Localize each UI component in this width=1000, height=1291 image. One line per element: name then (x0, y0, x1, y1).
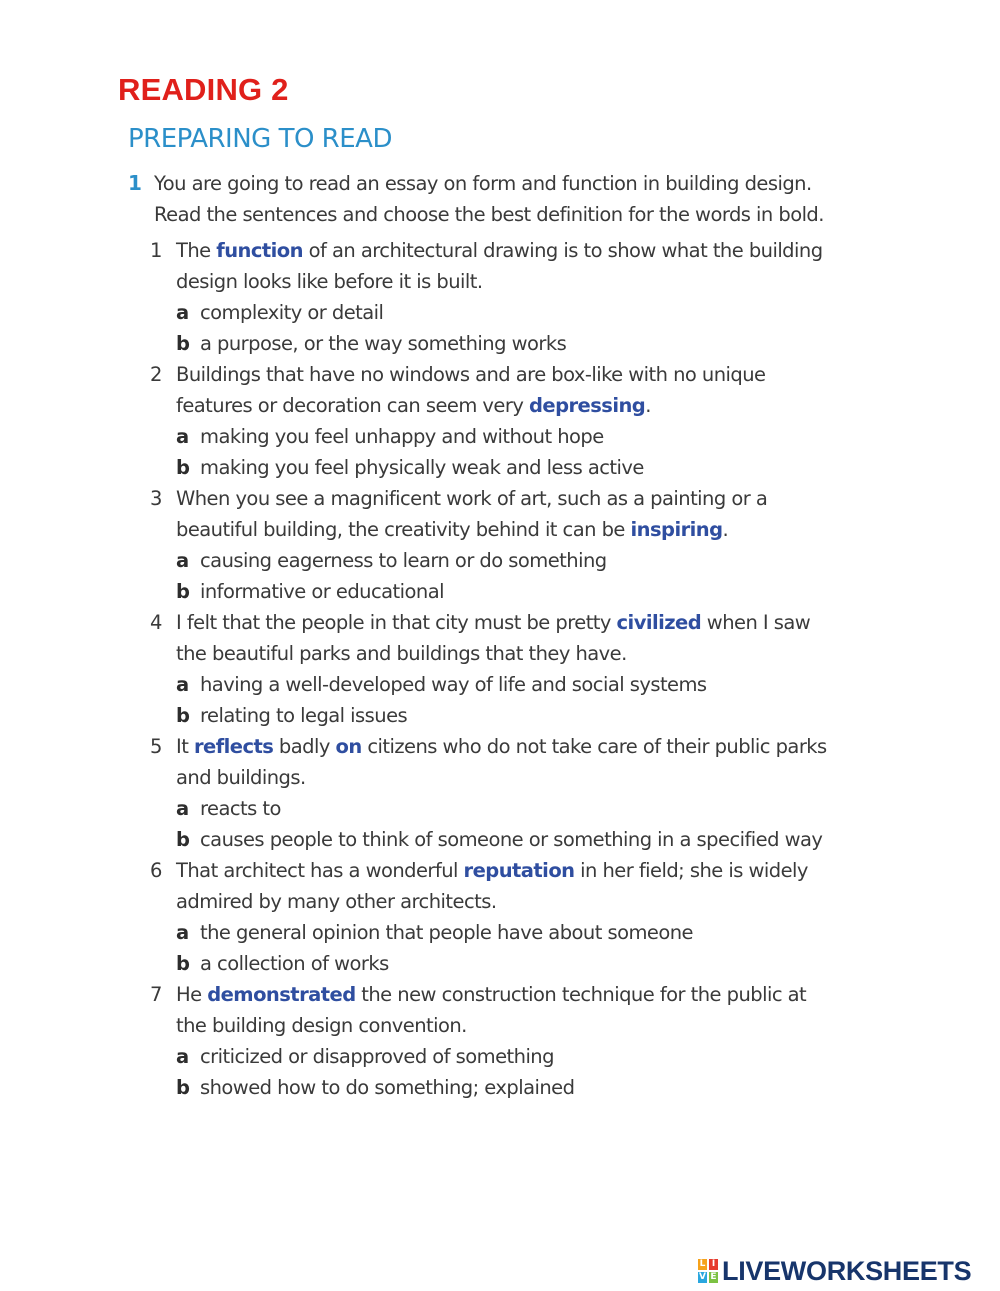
question-line (150, 483, 910, 514)
option-letter: b (176, 704, 190, 727)
exercise-line (128, 199, 888, 230)
question-text (176, 359, 766, 390)
question-line (150, 1010, 910, 1041)
question-text (176, 731, 827, 762)
answer-option (150, 948, 910, 979)
text-segment: of an architectural drawing is to show what the building (302, 239, 823, 262)
question-line (150, 235, 910, 266)
text-segment: the building design convention. (176, 1014, 467, 1037)
option-letter: a (176, 797, 189, 820)
option-letter: a (176, 549, 189, 572)
text-segment: in her field; she is widely (574, 859, 808, 882)
option-letter: a (176, 673, 189, 696)
text-segment: the beautiful parks and buildings that they have. (176, 642, 627, 665)
question-text (176, 514, 728, 545)
option-text: causing eagerness to learn or do something (200, 549, 607, 572)
text-segment: badly (273, 735, 336, 758)
option-text: making you feel unhappy and without hope (200, 425, 604, 448)
answer-option (150, 297, 910, 328)
option-letter: b (176, 456, 190, 479)
option-text: criticized or disapproved of something (200, 1045, 554, 1068)
question-text (176, 855, 808, 886)
option-text: the general opinion that people have about someone (200, 921, 693, 944)
option-text: reacts to (200, 797, 281, 820)
question-item (150, 979, 910, 1103)
question-text (176, 607, 810, 638)
keyword: function (216, 239, 303, 262)
option-letter: a (176, 301, 189, 324)
option-text: showed how to do something; explained (200, 1076, 575, 1099)
answer-option (150, 421, 910, 452)
question-text (176, 266, 483, 297)
logo-icon-square: I (708, 1258, 719, 1271)
option-letter: b (176, 1076, 190, 1099)
question-number: 5 (150, 735, 162, 758)
option-letter: a (176, 1045, 189, 1068)
answer-option (150, 576, 910, 607)
question-line (150, 731, 910, 762)
question-number: 3 (150, 487, 162, 510)
logo-icon-square: L (697, 1258, 708, 1271)
logo-text: LIVEWORKSHEETS (722, 1255, 972, 1286)
text-segment: The (176, 239, 217, 262)
exercise-text: Read the sentences and choose the best definition for the words in bold. (154, 203, 824, 226)
exercise-text: You are going to read an essay on form and function in building design. (154, 172, 812, 195)
question-line (150, 855, 910, 886)
question-line (150, 514, 910, 545)
question-text (176, 638, 627, 669)
question-item (150, 235, 910, 359)
text-segment: when I saw (701, 611, 811, 634)
text-segment: . (722, 518, 729, 541)
exercise-instructions (128, 168, 888, 230)
keyword: reflects (193, 735, 274, 758)
question-line (150, 607, 910, 638)
question-item (150, 359, 910, 483)
answer-option (150, 1072, 910, 1103)
option-text: a collection of works (200, 952, 389, 975)
question-line (150, 762, 910, 793)
question-text (176, 483, 767, 514)
keyword: reputation (463, 859, 575, 882)
answer-option (150, 824, 910, 855)
keyword: depressing (528, 394, 646, 417)
question-line (150, 359, 910, 390)
keyword: inspiring (630, 518, 723, 541)
option-text: complexity or detail (200, 301, 384, 324)
option-letter: a (176, 425, 189, 448)
option-text: informative or educational (200, 580, 444, 603)
option-text: causes people to think of someone or something in a specified way (200, 828, 823, 851)
question-list (150, 235, 910, 1103)
question-text (176, 886, 496, 917)
liveworksheets-logo (697, 1256, 971, 1286)
text-segment: and buildings. (176, 766, 306, 789)
question-number: 2 (150, 363, 162, 386)
question-number: 6 (150, 859, 162, 882)
section-title: PREPARING TO READ (128, 124, 392, 154)
text-segment: It (176, 735, 194, 758)
answer-option (150, 700, 910, 731)
question-item (150, 483, 910, 607)
question-number: 4 (150, 611, 162, 634)
answer-option (150, 545, 910, 576)
liveworksheets-logo-icon (697, 1258, 719, 1284)
keyword: demonstrated (207, 983, 356, 1006)
answer-option (150, 452, 910, 483)
question-line (150, 266, 910, 297)
text-segment: the new construction technique for the public at (355, 983, 807, 1006)
keyword: on (335, 735, 362, 758)
option-letter: b (176, 828, 190, 851)
question-line (150, 638, 910, 669)
option-letter: b (176, 580, 190, 603)
text-segment: citizens who do not take care of their public parks (361, 735, 827, 758)
option-text: a purpose, or the way something works (200, 332, 567, 355)
question-text (176, 979, 806, 1010)
text-segment: He (176, 983, 208, 1006)
exercise-number: 1 (128, 171, 142, 195)
question-item (150, 731, 910, 855)
question-text (176, 1010, 467, 1041)
option-letter: b (176, 332, 190, 355)
question-text (176, 762, 306, 793)
question-line (150, 390, 910, 421)
text-segment: When you see a magnificent work of art, such as a painting or a (176, 487, 768, 510)
text-segment: . (645, 394, 651, 417)
answer-option (150, 669, 910, 700)
option-text: having a well-developed way of life and social systems (200, 673, 707, 696)
text-segment: Buildings that have no windows and are box-like with no unique (176, 363, 766, 386)
option-text: relating to legal issues (200, 704, 408, 727)
answer-option (150, 793, 910, 824)
text-segment: features or decoration can seem very (176, 394, 529, 417)
question-text (176, 390, 651, 421)
option-letter: a (176, 921, 189, 944)
question-line (150, 886, 910, 917)
answer-option (150, 328, 910, 359)
logo-icon-square: E (708, 1271, 719, 1284)
question-text (176, 235, 823, 266)
keyword: civilized (616, 611, 702, 634)
text-segment: admired by many other architects. (176, 890, 497, 913)
reading-title: READING 2 (118, 72, 289, 107)
answer-option (150, 1041, 910, 1072)
question-line (150, 979, 910, 1010)
question-item (150, 607, 910, 731)
text-segment: I felt that the people in that city must be pretty (176, 611, 617, 634)
exercise-line (128, 168, 888, 199)
answer-option (150, 917, 910, 948)
option-text: making you feel physically weak and less active (200, 456, 644, 479)
text-segment: design looks like before it is built. (176, 270, 483, 293)
question-item (150, 855, 910, 979)
logo-icon-square: V (697, 1271, 708, 1284)
text-segment: That architect has a wonderful (176, 859, 464, 882)
question-number: 1 (150, 239, 162, 262)
text-segment: beautiful building, the creativity behind it can be (176, 518, 631, 541)
question-number: 7 (150, 983, 162, 1006)
option-letter: b (176, 952, 190, 975)
